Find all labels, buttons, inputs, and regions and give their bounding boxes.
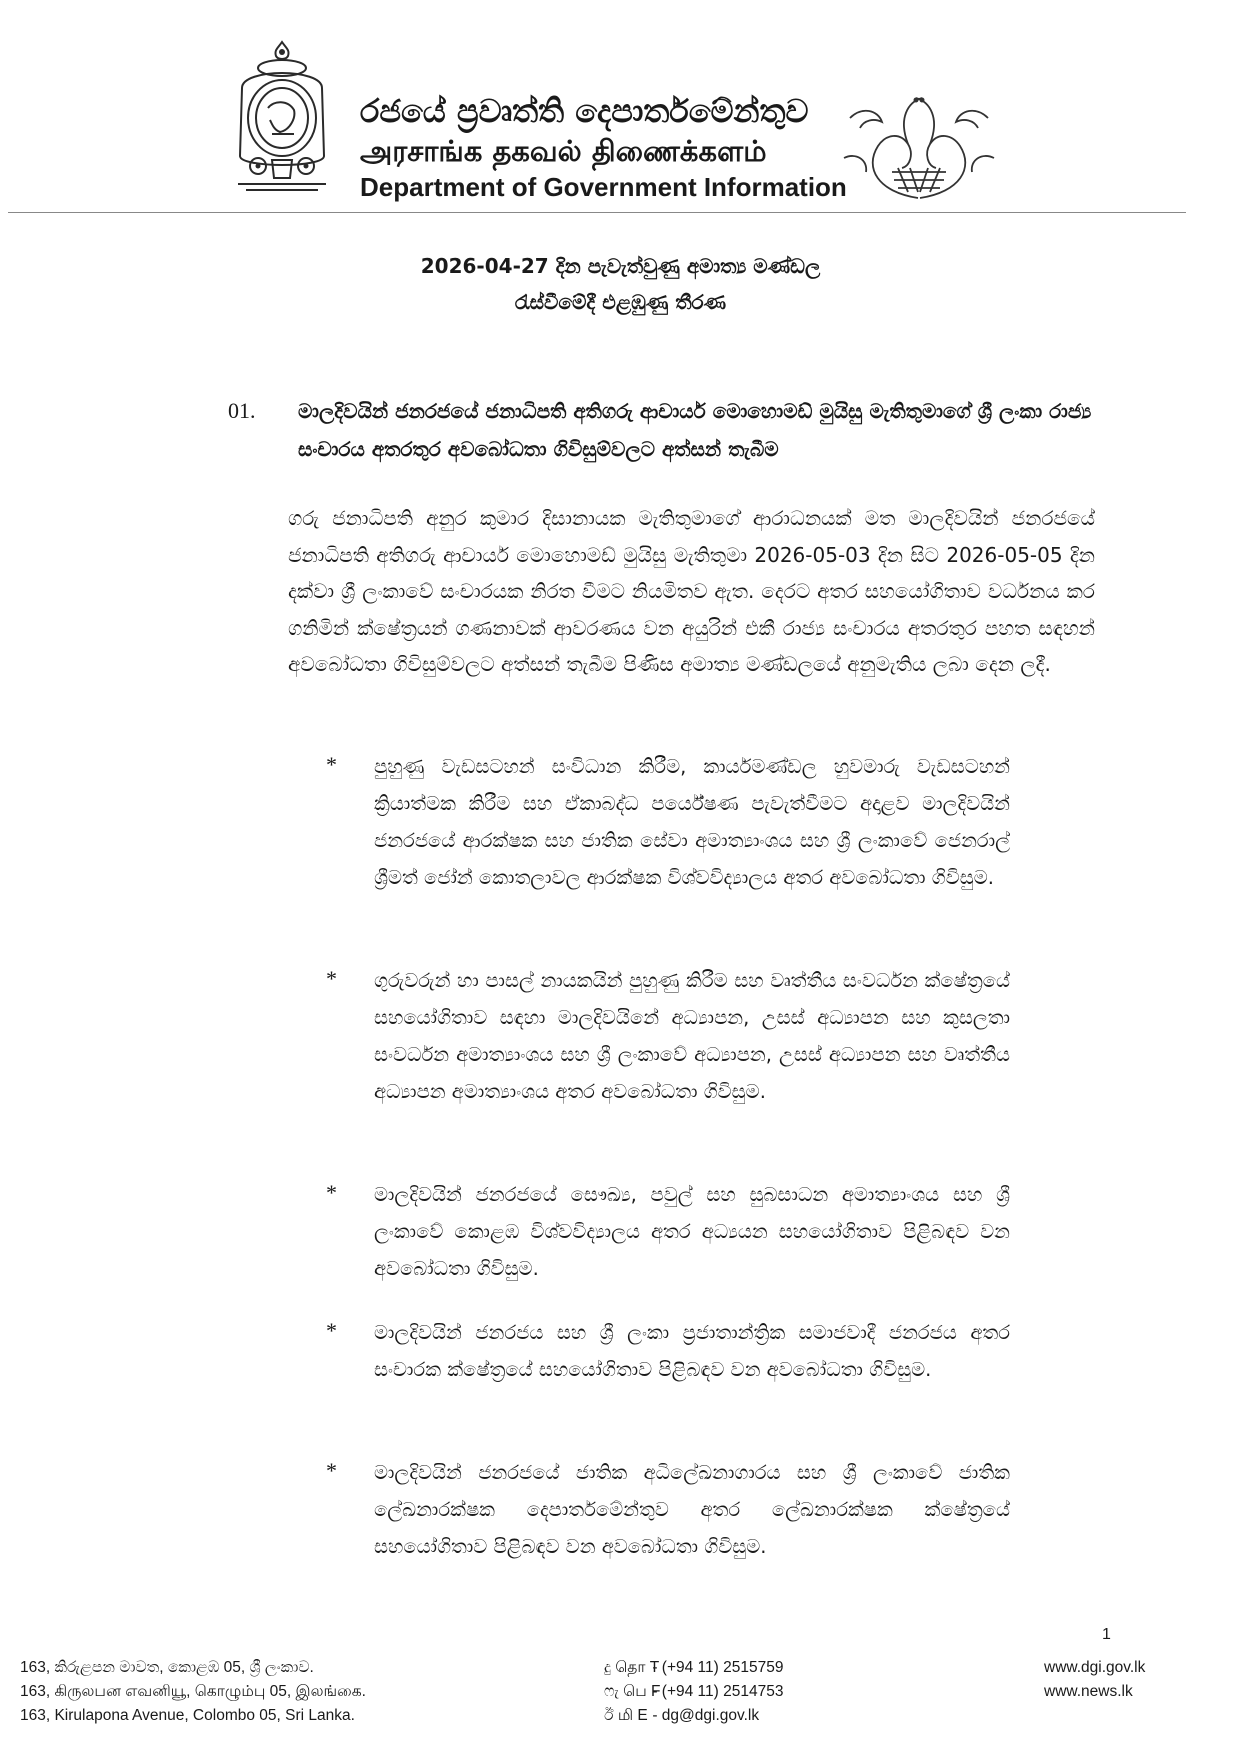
- header-divider: [8, 212, 1186, 213]
- bullet-item: ගුරුවරුන් හා පාසල් නායකයින් පුහුණු කිරීම සහ වෘත්තීය සංවර්ධන ක්ෂේත්‍රයේ සහයෝගිතාව සඳහා මාලදිවයිනේ අධ්‍යාපන, උසස් අධ්‍යාපන සහ කුසලතා සංවර්ධන අමාත්‍යාංශය සහ ශ්‍රී ලංකාවේ අධ්‍යාපන, උසස් අධ්‍යාපන සහ වෘත්තීය අධ්‍යාපන අමාත්‍යාංශය අතර අවබෝධතා ගිවිසුම.: [374, 969, 1010, 1103]
- department-name-tamil: அரசாங்க தகவல் திணைக்களம்: [360, 134, 767, 168]
- contact-telephone: [604, 1656, 783, 1680]
- document-title-line-1: 2026-04-27 දින පැවැත්වුණු අමාත්‍ය මණ්ඩල: [420, 254, 821, 278]
- website-dgi-link[interactable]: www.dgi.gov.lk: [1044, 1659, 1146, 1676]
- fax-label: ෆැ பெ F: [604, 1683, 661, 1700]
- footer-contacts: [604, 1656, 783, 1728]
- national-emblem-logo: [228, 38, 336, 196]
- swan-motif-logo: [838, 88, 1000, 206]
- department-name-english: Department of Government Information: [360, 172, 847, 202]
- bullet-item: මාලදිවයින් ජනරජයේ සෞඛ්‍ය, පවුල් සහ සුබසාධන අමාත්‍යාංශය සහ ශ්‍රී ලංකාවේ කොළඹ විශ්වවිද්‍යාලය අතර අධ්‍යයන සහයෝගිතාව පිළිබඳව වන අවබෝධතා ගිවිසුම.: [374, 1183, 1010, 1280]
- decision-number: 01.: [228, 398, 256, 423]
- email-label: ඊ மி E: [604, 1707, 648, 1724]
- contact-fax: [604, 1680, 783, 1704]
- contact-email: [604, 1704, 783, 1728]
- bullet-marker: *: [326, 966, 337, 991]
- address-sinhala: 163, කිරුළපන මාවත, කොළඹ 05, ශ්‍රී ලංකාව.: [20, 1659, 314, 1676]
- telephone-label: දු தொ T: [604, 1659, 660, 1676]
- bullet-marker: *: [326, 1180, 337, 1205]
- website-news-link[interactable]: www.news.lk: [1044, 1683, 1133, 1700]
- bullet-marker: *: [326, 1458, 337, 1483]
- telephone-value: - (+94 11) 2515759: [652, 1659, 784, 1676]
- footer-address: [20, 1656, 366, 1728]
- footer-websites: [1044, 1656, 1145, 1704]
- bullet-item: පුහුණු වැඩසටහන් සංවිධාන කිරීම, කාර්යමණ්ඩල හුවමාරු වැඩසටහන් ක්‍රියාත්මක කිරීම සහ ඒකාබද්ධ පර්යේෂණ පැවැත්වීමට අදාළව මාලදිවයින් ජනරජයේ ආරක්ෂක සහ ජාතික සේවා අමාත්‍යාංශය සහ ශ්‍රී ලංකාවේ ජෙනරාල් ශ්‍රීමත් ජෝන් කොතලාවල ආරක්ෂක විශ්වවිද්‍යාලය අතර අවබෝධතා ගිවිසුම.: [374, 755, 1010, 889]
- bullet-item: මාලදිවයින් ජනරජය සහ ශ්‍රී ලංකා ප්‍රජාතාන්ත්‍රික සමාජවාදී ජනරජය අතර සංචාරක ක්ෂේත්‍රයේ සහයෝගිතාව පිළිබඳව වන අවබෝධතා ගිවිසුම.: [374, 1321, 1010, 1381]
- address-tamil: 163, கிருலபன எவனியூ, கொழும்பு 05, இலங்கை.: [20, 1683, 366, 1700]
- email-link[interactable]: - dg@dgi.gov.lk: [652, 1707, 760, 1724]
- page-number: 1: [1102, 1626, 1111, 1643]
- department-name-sinhala: රජයේ ප්‍රවෘත්ති දෙපාර්තමේන්තුව: [360, 92, 809, 130]
- address-english: 163, Kirulapona Avenue, Colombo 05, Sri Lanka.: [20, 1707, 355, 1724]
- bullet-marker: *: [326, 752, 337, 777]
- decision-paragraph: ගරු ජනාධිපති අනුර කුමාර දිසානායක මැතිතුමාගේ ආරාධනයක් මත මාලදිවයින් ජනරජයේ ජනාධිපති අතිගරු ආචාර්ය මොහොමඩ් මුයිසු මැතිතුමා 2026-05-03 දින සිට 2026-05-05 දින දක්වා ශ්‍රී ලංකාවේ සංචාරයක නිරත වීමට නියමිතව ඇත. දෙරට අතර සහයෝගිතාව වර්ධනය කර ගනිමින් ක්ෂේත්‍රයන් ගණනාවක් ආවරණය වන අයුරින් එකී රාජ්‍ය සංචාරය අතරතුර පහත සඳහන් අවබෝධතා ගිවිසුම්වලට අත්සන් තැබීම පිණිස අමාත්‍ය මණ්ඩලයේ අනුමැතිය ලබා දෙන ලදී.: [288, 506, 1095, 676]
- bullet-item: මාලදිවයින් ජනරජයේ ජාතික අධිලේඛනාගාරය සහ ශ්‍රී ලංකාවේ ජාතික ලේඛනාරක්ෂක දෙපාර්තමේන්තුව අතර ලේඛනාරක්ෂක ක්ෂේත්‍රයේ සහයෝගිතාව පිළිබඳව වන අවබෝධතා ගිවිසුම.: [374, 1461, 1010, 1558]
- fax-value: - (+94 11) 2514753: [652, 1683, 784, 1700]
- decision-heading: මාලදිවයින් ජනරජයේ ජනාධිපති අතිගරු ආචාර්ය මොහොමඩ් මුයිසු මැතිතුමාගේ ශ්‍රී ලංකා රාජ්‍ය සංචාරය අතරතුර අවබෝධතා ගිවිසුම්වලට අත්සන් තැබීම: [298, 399, 1092, 461]
- document-title-line-2: රැස්වීමේදී එළඹුණු තීරණ: [514, 290, 727, 314]
- bullet-marker: *: [326, 1318, 337, 1343]
